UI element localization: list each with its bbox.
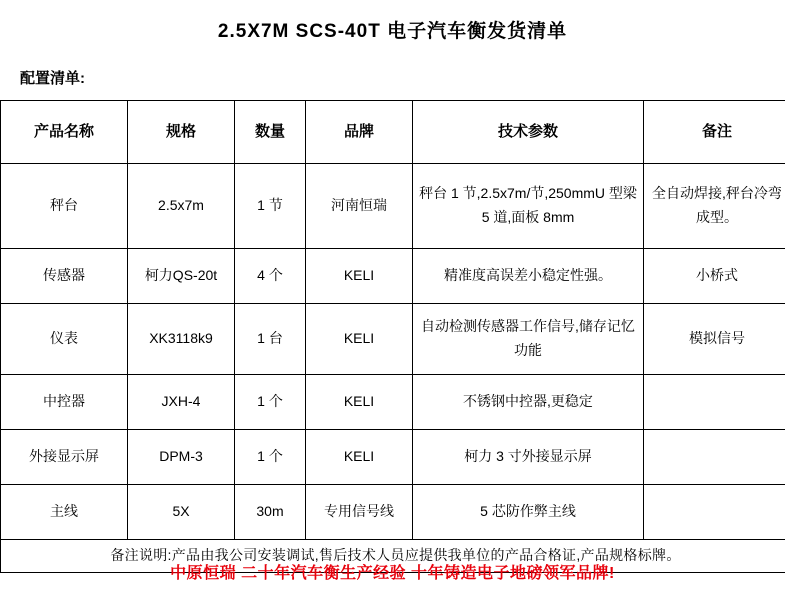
cell-qty: 4 个 — [235, 249, 306, 304]
remark-text: 备注说明:产品由我公司安装调试,售后技术人员应提供我单位的产品合格证,产品规格标牌。 — [1, 540, 785, 573]
cell-param: 自动检测传感器工作信号,储存记忆功能 — [413, 304, 644, 375]
cell-qty: 1 台 — [235, 304, 306, 375]
table-row — [1, 485, 785, 540]
cell-brand: KELI — [306, 249, 413, 304]
cell-product-name: 秤台 — [1, 164, 128, 249]
cell-brand: KELI — [306, 430, 413, 485]
cell-param: 精准度高误差小稳定性强。 — [413, 249, 644, 304]
column-header-note: 备注 — [644, 101, 785, 164]
footer-slogan: 中原恒瑞 二十年汽车衡生产经验 十年铸造电子地磅领军品牌! — [170, 565, 615, 582]
cell-qty: 30m — [235, 485, 306, 540]
cell-product-name: 外接显示屏 — [1, 430, 128, 485]
cell-qty: 1 节 — [235, 164, 306, 249]
column-header-spec: 规格 — [128, 101, 235, 164]
cell-note — [644, 375, 785, 430]
cell-note: 模拟信号 — [644, 304, 785, 375]
cell-param: 5 芯防作弊主线 — [413, 485, 644, 540]
cell-qty: 1 个 — [235, 375, 306, 430]
cell-spec: XK3118k9 — [128, 304, 235, 375]
cell-brand: KELI — [306, 375, 413, 430]
cell-param: 秤台 1 节,2.5x7m/节,250mmU 型梁 5 道,面板 8mm — [413, 164, 644, 249]
page-title: 2.5X7M SCS-40T 电子汽车衡发货清单 — [217, 21, 568, 42]
cell-product-name: 主线 — [1, 485, 128, 540]
column-header-brand: 品牌 — [306, 101, 413, 164]
cell-brand: 河南恒瑞 — [306, 164, 413, 249]
cell-note — [644, 430, 785, 485]
table-row — [1, 304, 785, 375]
table-row — [1, 430, 785, 485]
spec-table — [0, 100, 785, 573]
column-header-name: 产品名称 — [1, 101, 128, 164]
cell-spec: 5X — [128, 485, 235, 540]
column-header-param: 技术参数 — [413, 101, 644, 164]
cell-spec: 柯力QS-20t — [128, 249, 235, 304]
cell-product-name: 传感器 — [1, 249, 128, 304]
table-header-row — [1, 101, 785, 164]
table-row — [1, 249, 785, 304]
cell-note: 全自动焊接,秤台冷弯成型。 — [644, 164, 785, 249]
cell-spec: 2.5x7m — [128, 164, 235, 249]
cell-note — [644, 485, 785, 540]
cell-brand: 专用信号线 — [306, 485, 413, 540]
cell-product-name: 中控器 — [1, 375, 128, 430]
cell-qty: 1 个 — [235, 430, 306, 485]
table-row — [1, 164, 785, 249]
cell-param: 不锈钢中控器,更稳定 — [413, 375, 644, 430]
cell-spec: DPM-3 — [128, 430, 235, 485]
table-row — [1, 375, 785, 430]
cell-brand: KELI — [306, 304, 413, 375]
cell-spec: JXH-4 — [128, 375, 235, 430]
config-list-label: 配置清单: — [20, 70, 85, 87]
column-header-qty: 数量 — [235, 101, 306, 164]
cell-product-name: 仪表 — [1, 304, 128, 375]
cell-param: 柯力 3 寸外接显示屏 — [413, 430, 644, 485]
cell-note: 小桥式 — [644, 249, 785, 304]
